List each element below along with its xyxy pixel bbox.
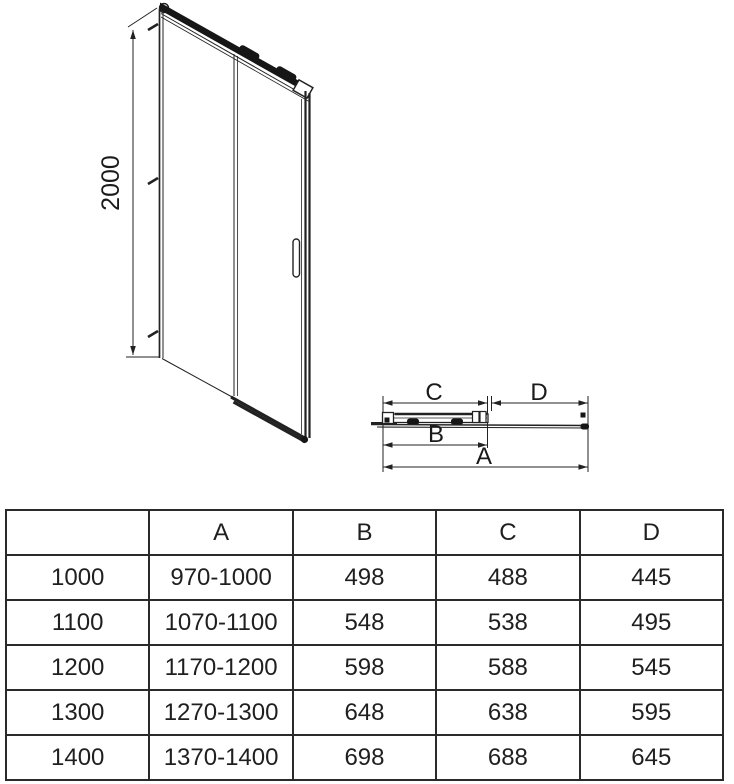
table-row [6, 600, 723, 645]
cell-c: 688 [436, 735, 579, 780]
bottom-rail [162, 359, 308, 444]
cell-a: 1070-1100 [149, 600, 292, 645]
dimension-b-label: B [427, 421, 445, 448]
cell-d: 495 [580, 600, 723, 645]
cell-b: 698 [293, 735, 436, 780]
header-cell-a: A [149, 510, 292, 555]
cell-size: 1100 [6, 600, 149, 645]
height-dimension-label: 2000 [97, 155, 125, 211]
stopper-block [473, 412, 480, 423]
top-rail [160, 3, 313, 103]
header-cell-c: C [436, 510, 579, 555]
header-cell-b: B [293, 510, 436, 555]
cell-a: 970-1000 [149, 555, 292, 600]
door-plan-assembly [371, 412, 589, 430]
size-table [5, 509, 724, 781]
door-handle [293, 239, 300, 277]
cell-d: 545 [580, 645, 723, 690]
dimension-c-label: C [425, 379, 443, 406]
table-row [6, 735, 723, 780]
cell-size: 1300 [6, 690, 149, 735]
cell-size: 1000 [6, 555, 149, 600]
table-row [6, 555, 723, 600]
cell-d: 645 [580, 735, 723, 780]
table-header-row [6, 510, 723, 555]
table-row [6, 690, 723, 735]
cell-a: 1170-1200 [149, 645, 292, 690]
stopper-block [480, 412, 486, 423]
height-dimension [126, 8, 159, 357]
cell-c: 638 [436, 690, 579, 735]
cell-c: 538 [436, 600, 579, 645]
cell-a: 1370-1400 [149, 735, 292, 780]
panel-end-cap [581, 424, 590, 430]
front-view-drawing [97, 3, 313, 444]
cell-b: 648 [293, 690, 436, 735]
cell-b: 498 [293, 555, 436, 600]
left-wall-profile [148, 4, 169, 359]
top-view-drawing [371, 379, 589, 472]
panel-divider-edge [234, 54, 238, 396]
cell-d: 595 [580, 690, 723, 735]
cell-d: 445 [580, 555, 723, 600]
cell-a: 1270-1300 [149, 690, 292, 735]
dimension-d-label: D [530, 379, 548, 406]
header-cell-d: D [580, 510, 723, 555]
table-row [6, 645, 723, 690]
cell-b: 548 [293, 600, 436, 645]
dimension-a-label: A [475, 443, 493, 470]
cell-size: 1400 [6, 735, 149, 780]
cell-size: 1200 [6, 645, 149, 690]
header-cell-size [6, 510, 149, 555]
cell-b: 598 [293, 645, 436, 690]
roller-icon [451, 419, 463, 426]
wall-fixing-square [581, 413, 586, 418]
right-post-profile [302, 91, 310, 438]
cell-c: 488 [436, 555, 579, 600]
cell-c: 588 [436, 645, 579, 690]
